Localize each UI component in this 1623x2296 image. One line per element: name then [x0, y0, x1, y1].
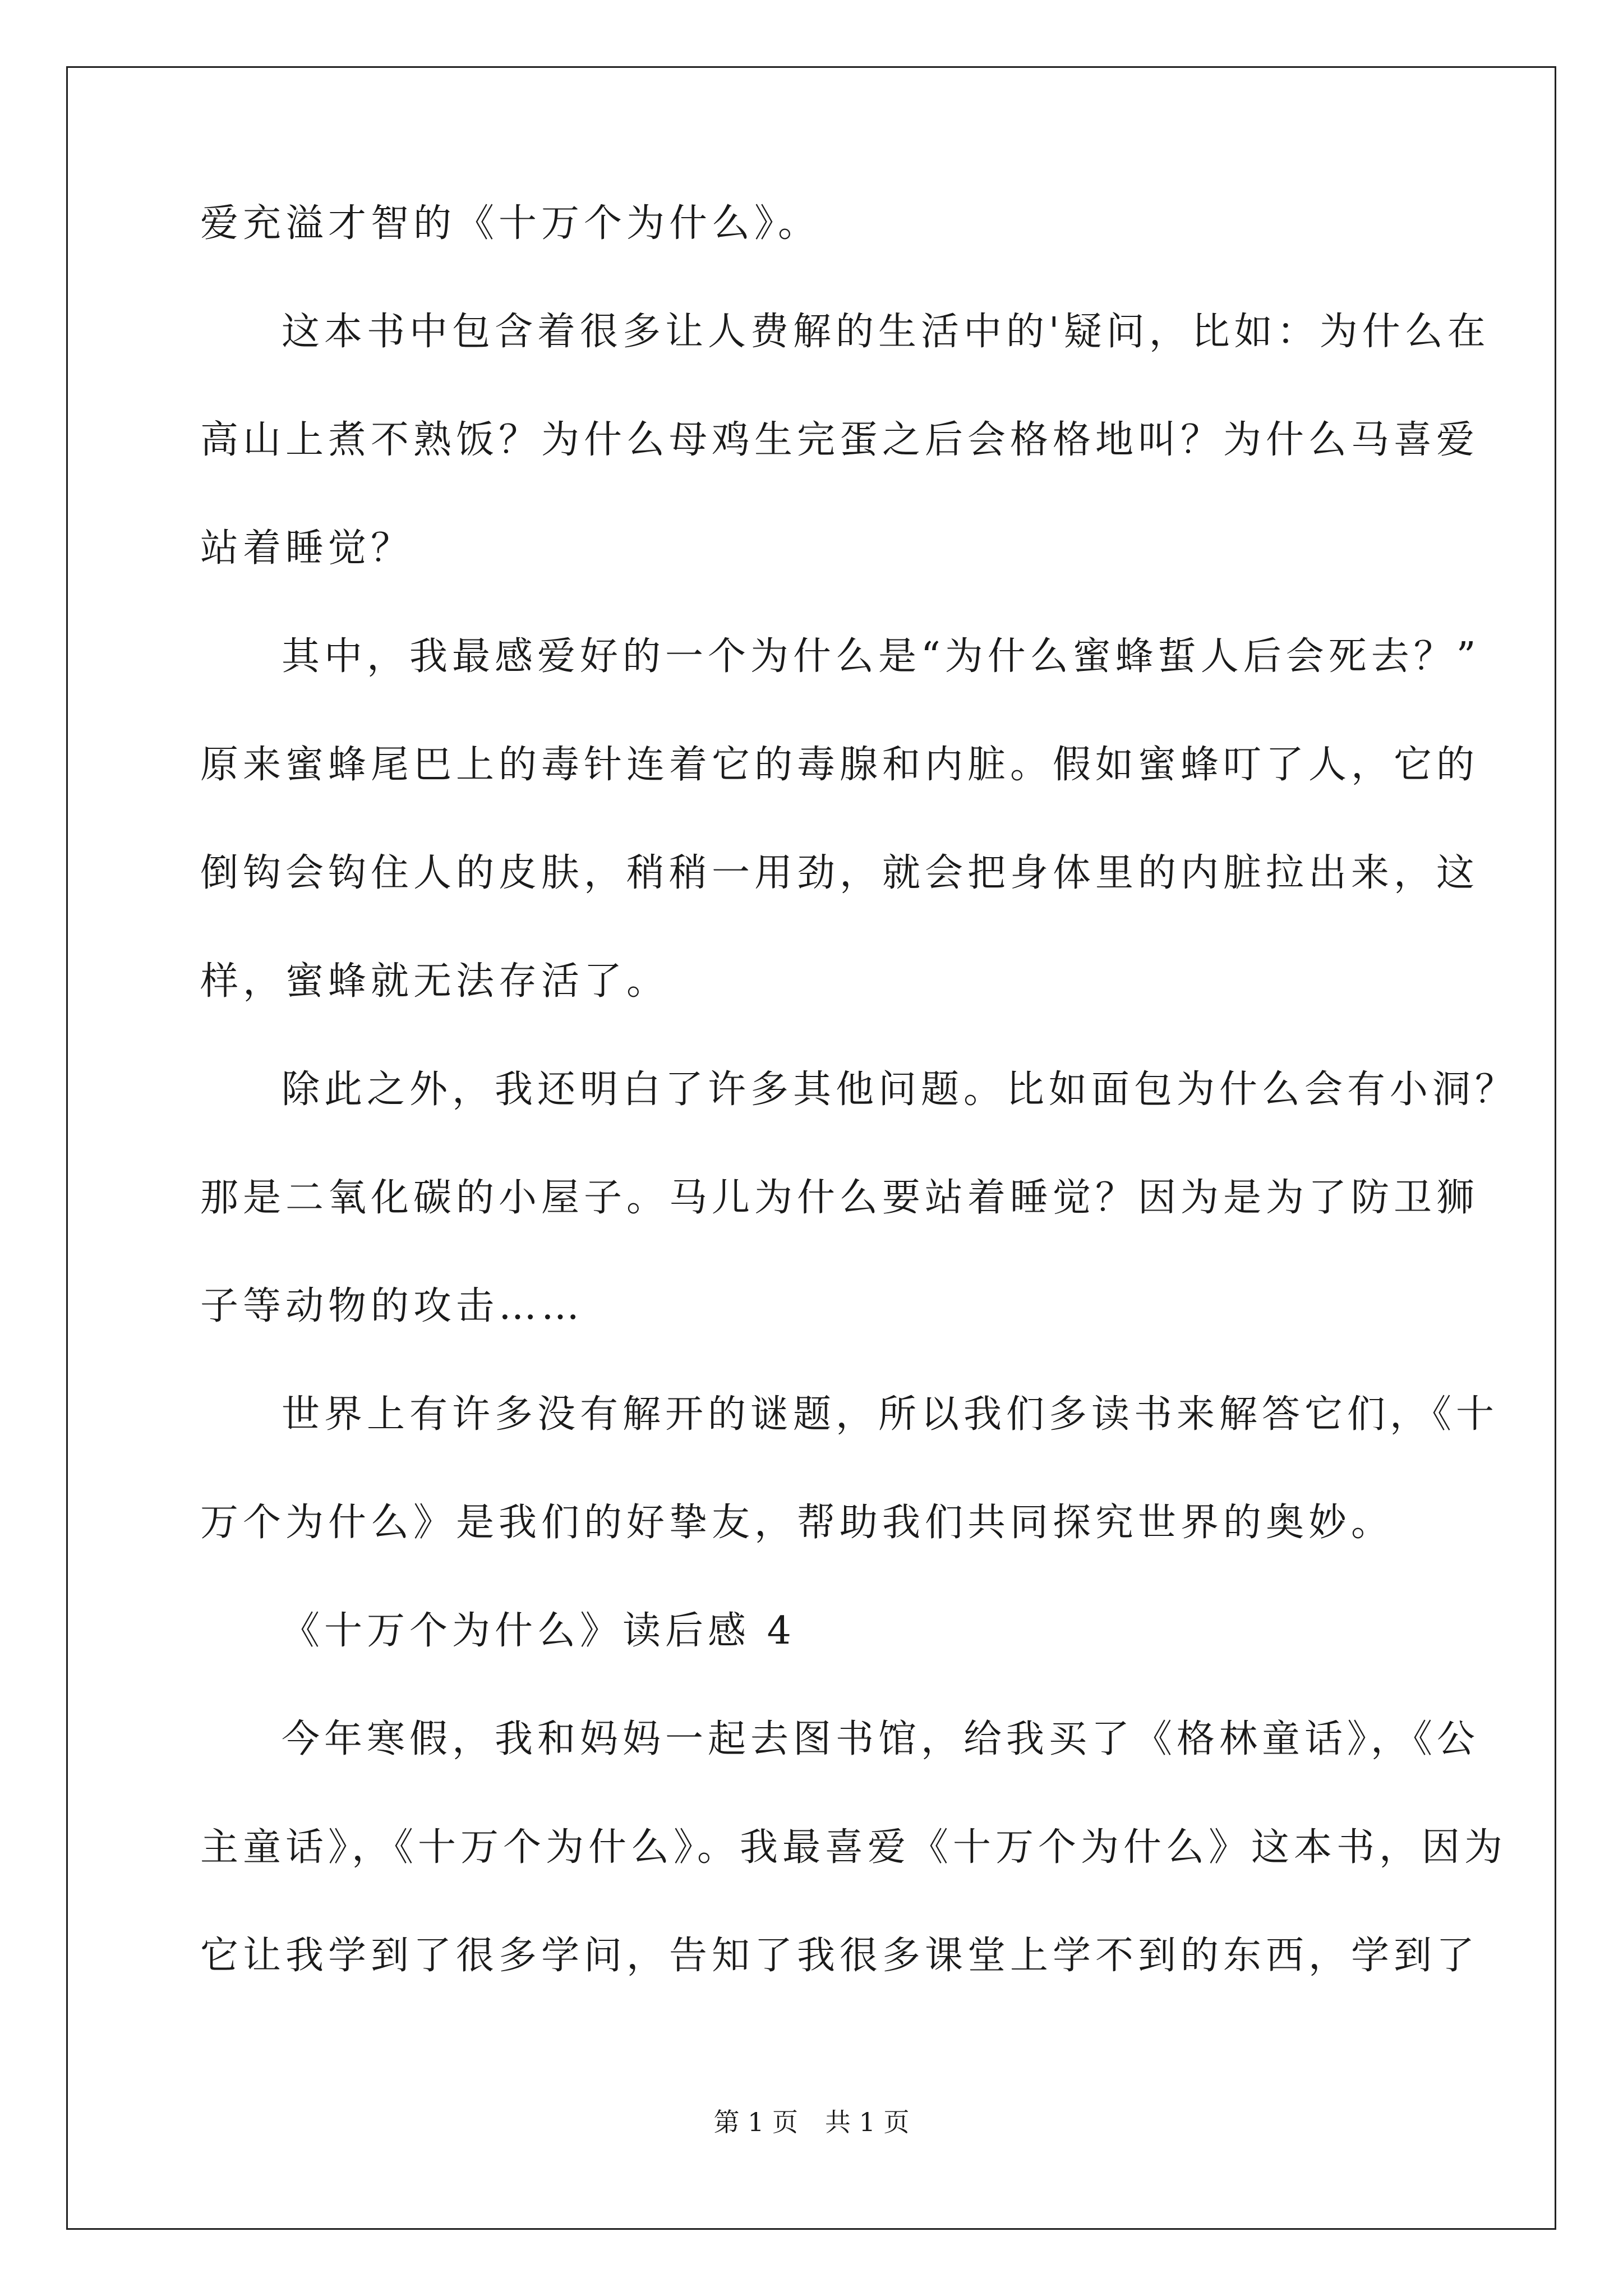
text-line: 那是二氧化碳的小屋子。马儿为什么要站着睡觉？因为是为了防卫狮 [200, 1176, 1479, 1220]
text-line: 原来蜜蜂尾巴上的毒针连着它的毒腺和内脏。假如蜜蜂叮了人，它的 [200, 743, 1479, 787]
document-body [200, 201, 1518, 2045]
text-line: 高山上煮不熟饭？为什么母鸡生完蛋之后会格格地叫？为什么马喜爱 [200, 418, 1479, 462]
section-heading: 《十万个为什么》读后感 4 [282, 1609, 796, 1653]
text-line: 子等动物的攻击…… [200, 1284, 584, 1328]
text-line: 它让我学到了很多学问，告知了我很多课堂上学不到的东西，学到了 [200, 1934, 1479, 1978]
text-line: 这本书中包含着很多让人费解的生活中的'疑问，比如：为什么在 [282, 310, 1490, 354]
text-line: 样，蜜蜂就无法存活了。 [200, 959, 670, 1004]
text-line: 主童话》，《十万个为什么》。我最喜爱《十万个为什么》这本书，因为 [200, 1825, 1507, 1870]
text-line: 世界上有许多没有解开的谜题，所以我们多读书来解答它们，《十 [282, 1392, 1499, 1437]
text-line: 除此之外，我还明白了许多其他问题。比如面包为什么会有小洞？ [282, 1068, 1518, 1112]
text-line: 今年寒假，我和妈妈一起去图书馆，给我买了《格林童话》，《公 [282, 1717, 1480, 1761]
page-number: 第 1 页 [713, 2107, 798, 2137]
text-line: 倒钩会钩住人的皮肤，稍稍一用劲，就会把身体里的内脏拉出来，这 [200, 851, 1479, 895]
page-total: 共 1 页 [825, 2107, 910, 2137]
text-line: 其中，我最感爱好的一个为什么是“为什么蜜蜂蜇人后会死去？” [282, 634, 1481, 679]
text-line: 万个为什么》是我们的好挚友，帮助我们共同探究世界的奥妙。 [200, 1501, 1394, 1545]
text-line: 站着睡觉？ [200, 526, 414, 570]
text-line: 爱充溢才智的《十万个为什么》。 [200, 201, 821, 246]
page-footer [0, 2109, 1623, 2135]
